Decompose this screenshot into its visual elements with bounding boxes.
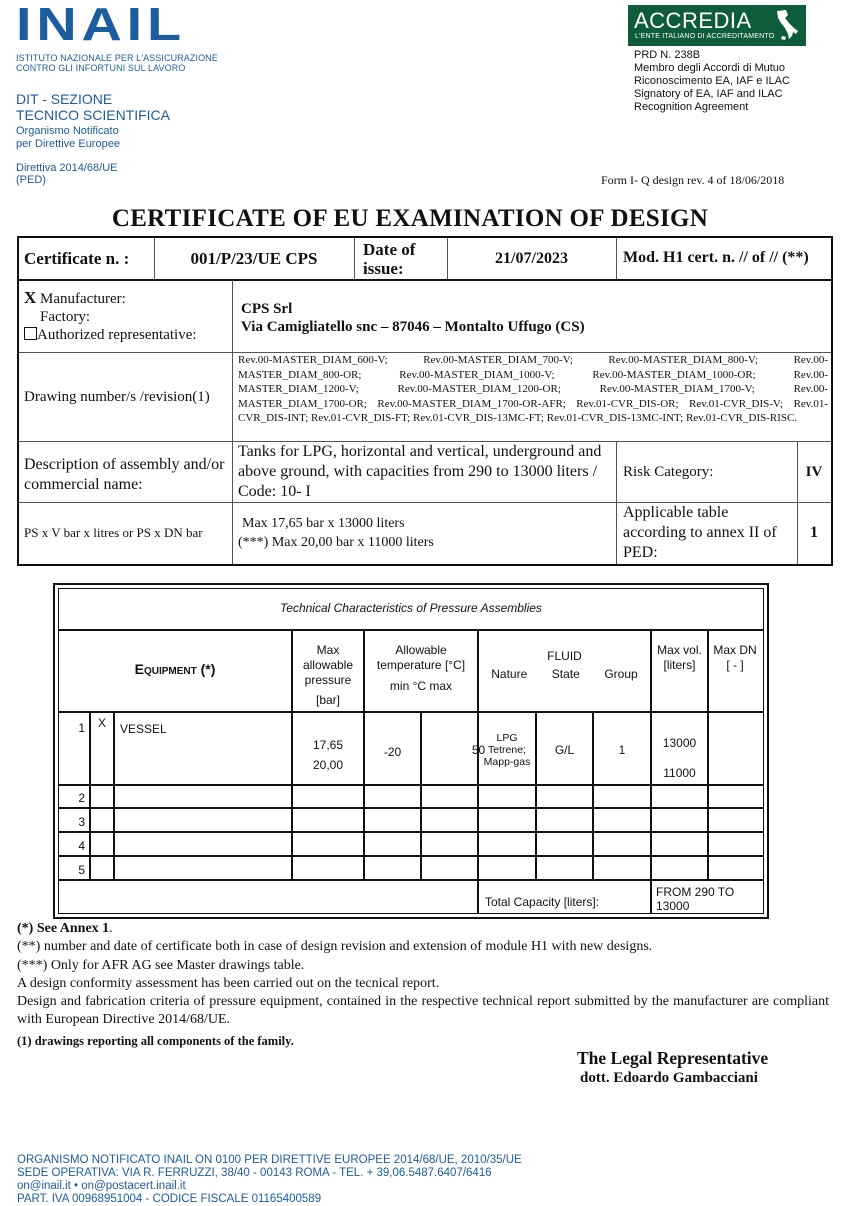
ps-value-line-1: Max 17,65 bar x 13000 liters [242,516,405,531]
certificate-number: 001/P/23/UE CPS [190,249,318,268]
note-conformity: A design conformity assessment has been carried out on the tecnical report. [17,975,440,991]
description-label: Description of assembly and/or commercial name: [24,456,225,493]
dit-line-1: DIT - SEZIONE [16,91,113,107]
inail-subtitle [16,53,218,73]
equipment-header: Equipment (*) [134,661,216,677]
accredia-info-line-3: Riconoscimento EA, IAF e ILAC [634,75,790,87]
row-1-number: 1 [78,721,85,735]
fluid-group-header: Group [604,667,638,681]
row-1-volume [652,728,707,788]
row-1-temp-min: -20 [383,745,402,759]
note-triple-asterisk: (***) Only for AFR AG see Master drawings table. [17,957,305,973]
fluid-header-title: FLUID [547,649,582,663]
temperature-min-max: min °C max [389,679,453,693]
form-reference: Form I- Q design rev. 4 of 18/06/2018 [601,173,785,187]
note-annex-dot: . [109,921,113,936]
row-4-number: 4 [78,839,85,853]
accredia-info-line-1: PRD N. 238B [634,49,701,61]
accredia-info-line-2: Membro degli Accordi di Mutuo [634,62,786,74]
allowable-temperature-header-line-1: Allowable [395,643,447,657]
document-title: CERTIFICATE OF EU EXAMINATION OF DESIGN [111,205,709,232]
note-annex: (*) See Annex 1 [17,921,110,936]
row-1-volume-1: 13000 [662,736,697,750]
row-1-pressure [293,735,363,775]
max-pressure-header [293,643,363,708]
footer-line-3: on@inail.it • on@postacert.inail.it [17,1180,186,1192]
applicable-table-label: Applicable table according to annex II of PED: [623,504,777,561]
signature-name: dott. Edoardo Gambacciani [580,1070,758,1086]
row-1-nature-line-1: LPG [496,732,518,744]
inail-subtitle-line-1: ISTITUTO NAZIONALE PER L'ASSICURAZIONE [16,53,218,63]
mod-h1-label: Mod. H1 cert. n. // of // (**) [623,249,809,266]
dit-line-2: TECNICO SCIENTIFICA [16,107,171,123]
max-volume-header [652,643,707,673]
date-value: 21/07/2023 [495,250,568,267]
risk-category-value: IV [805,464,823,480]
inail-subtitle-line-2: CONTRO GLI INFORTUNI SUL LAVORO [16,63,186,73]
row-1-state: G/L [554,743,575,757]
row-1-pressure-1: 17,65 [312,738,344,752]
fluid-header [479,649,650,682]
fluid-state-header: State [551,667,580,681]
organismo-line-1: Organismo Notificato [16,125,119,137]
row-1-pressure-2: 20,00 [312,758,344,772]
total-capacity-line-1: FROM 290 TO [656,885,735,899]
risk-category-label: Risk Category: [623,464,714,480]
direttiva [16,162,118,186]
company-block [241,300,585,336]
direttiva-line-2: (PED) [16,174,46,186]
ps-label: PS x V bar x litres or PS x DN bar [24,525,203,540]
note-drawings: (1) drawings reporting all components of the family. [17,1033,294,1048]
organismo-notificato [16,125,120,151]
company-name: CPS Srl [241,301,293,317]
accredia-logo-text: ACCREDIA [634,8,752,33]
ps-values [238,514,434,552]
max-dn-header-line-2: [ - ] [726,658,744,672]
row-1-group: 1 [618,743,626,757]
max-pressure-header-line-3: pressure [304,673,352,687]
row-2-number: 2 [78,791,85,805]
row-1-mark: X [97,716,106,730]
footer-line-2: SEDE OPERATIVA: VIA R. FERRUZZI, 38/40 - 00143 ROMA - TEL. + 39,06.5487.6407/6416 [17,1167,492,1179]
date-label-line-1: Date of [363,240,416,259]
notes-section [17,920,829,1050]
ps-value-line-2: (***) Max 20,00 bar x 11000 liters [238,535,434,550]
row-1-nature-line-3: Mapp-gas [483,756,531,768]
max-dn-header-line-1: Max DN [713,643,757,657]
dit-section [16,91,170,123]
certificate-frame [17,236,833,566]
footer-line-1: ORGANISMO NOTIFICATO INAIL ON 0100 PER DIRETTIVE EUROPEE 2014/68/UE, 2010/35/UE [17,1154,522,1166]
total-capacity-label: Total Capacity [liters]: [485,895,600,909]
allowable-temperature-header-line-2: temperature [°C] [376,658,466,672]
accredia-tagline: L'ENTE ITALIANO DI ACCREDITAMENTO [635,33,775,40]
accredia-info-line-5: Recognition Agreement [634,101,749,113]
max-pressure-unit: [bar] [315,693,340,707]
row-5-number: 5 [78,863,85,877]
max-dn-header [709,643,761,673]
total-capacity-line-2: 13000 [656,899,690,913]
drawing-label: Drawing number/s /revision(1) [24,389,210,405]
tech-table-title: Technical Characteristics of Pressure Assemblies [280,601,542,615]
footer [17,1154,522,1206]
max-pressure-header-line-1: Max [316,643,340,657]
accredia-info-line-4: Signatory of EA, IAF and ILAC [634,88,783,100]
inail-logo [16,4,188,44]
row-1-nature [479,732,535,768]
footer-line-4: PART. IVA 00968951004 - CODICE FISCALE 01165400589 [17,1193,322,1205]
manufacturer-block [24,289,197,344]
accredia-logo [628,5,806,46]
accredia-info [634,49,790,114]
drawing-list: Rev.00-MASTER_DIAM_600-V; Rev.00-MASTER_DIAM_700-V; Rev.00-MASTER_DIAM_800-V; Rev.00-MASTER_DIAM_800-OR; Rev.00-MASTER_DIAM_1000-V; Rev.00-MASTER_DIAM_1000-OR; Rev.00-MASTER_DIAM_1200-V; Rev.00-MASTER_DIAM_1200-OR; Rev.00-MASTER_DIAM_1700-V; Rev.00-MASTER_DIAM_1700-OR; Rev.00-MASTER_DIAM_1700-OR-AFR; Rev.01-CVR_DIS-OR; Rev.01-CVR_DIS-V; Rev.01-CVR_DIS-INT; Rev.01-CVR_DIS-FT; Rev.01-CVR_DIS-13MC-FT; Rev.01-CVR_DIS-13MC-INT; Rev.01-CVR_DIS-RISC. [238,354,828,424]
allowable-temperature-header [365,643,477,694]
company-address: Via Camigliatello snc – 87046 – Montalto Uffugo (CS) [241,319,585,335]
signature-title: The Legal Representative [577,1048,769,1068]
manufacturer-label: Manufacturer: [40,291,126,307]
organismo-line-2: per Direttive Europee [16,138,120,150]
max-volume-header-line-1: Max vol. [657,643,702,657]
factory-label: Factory: [40,309,90,325]
row-1-volume-2: 11000 [663,766,696,780]
date-label [363,240,415,278]
note-design-criteria: Design and fabrication criteria of pressure equipment, contained in the respective technical report submitted by the manufacturer are compliant with European Directive 2014/68/UE. [17,994,829,1028]
description-value: Tanks for LPG, horizontal and vertical, underground and above ground, with capacities from 290 to 13000 liters / Code: 10- I [238,443,602,500]
row-1-nature-line-2: Tetrene; [488,744,526,756]
date-label-line-2: issue: [363,259,404,278]
direttiva-line-1: Direttiva 2014/68/UE [16,162,118,174]
row-3-number: 3 [78,815,85,829]
certificate-label: Certificate n. : [24,249,130,268]
authorized-checkbox[interactable] [24,327,37,340]
inail-logo-text: INAIL [16,4,186,44]
applicable-table-value: 1 [810,524,818,541]
row-1-equipment: VESSEL [120,722,167,736]
authorized-label: Authorized representative: [37,327,197,343]
fluid-nature-header: Nature [491,667,528,681]
manufacturer-check-mark: X [24,288,37,307]
row-1-temp-max: 50 [471,743,486,757]
italy-map-icon [774,9,800,42]
max-volume-header-line-2: [liters] [663,658,696,672]
max-pressure-header-line-2: allowable [302,658,354,672]
total-capacity-value [656,885,734,913]
note-double-asterisk: (**) number and date of certificate both in case of design revision and extension of module H1 with new designs. [17,939,653,955]
technical-characteristics-table [53,583,769,919]
